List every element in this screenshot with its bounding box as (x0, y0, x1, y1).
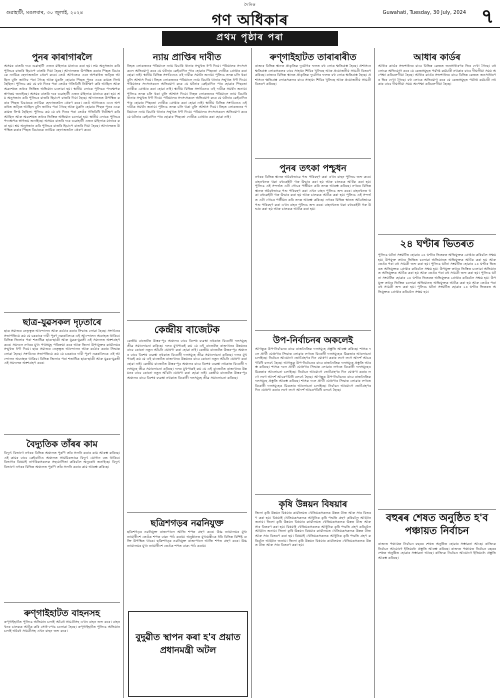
column-rule (123, 48, 124, 698)
article-body: ৰাজ্যৰ বিভিন্ন স্থানত প্ৰাকৃতিক দুৰ্যোগৰ ফলত বহু লোক ক্ষতিগ্ৰস্ত হৈছে। প্ৰশাসনে ক্ষতিগ্ৰস্ত লোকসকলৰ বাবে সাহায্য শিবিৰ খুলিছে আৰু প্ৰয়োজনীয় সামগ্ৰী বিতৰণ কৰিছে। ৰাজ্যৰ বিভিন্ন স্থানত প্ৰাকৃতিক দুৰ্যোগৰ ফলত বহু লোক ক্ষতিগ্ৰস্ত হৈছে। প্ৰশাসনে ক্ষতিগ্ৰস্ত লোকসকলৰ বাবে সাহায্য শিবিৰ খুলিছে আৰু প্ৰয়োজনীয় সামগ্ৰী বিতৰণ কৰিছে। (255, 64, 371, 87)
article-divider (4, 312, 120, 313)
masthead-center (180, 2, 320, 34)
masthead-right-date: Guwahati, Tuesday, 30 July, 2024 (382, 10, 466, 16)
section-banner: প্ৰথম পৃষ্ঠাৰ পৰা (162, 31, 338, 46)
article-body: আগন্তুক উপ-নিৰ্বাচনৰ বাবে ৰাজনৈতিক দলসমূহে প্ৰস্তুতি আৰম্ভ কৰিছে। শাসক দলে প্ৰাৰ্থী ঘোষণাৰ সিদ্ধান্ত লোৱাৰ লগতে বিৰোধী দলসমূহেও মিত্ৰতাৰ আলোচনা চলাইছে। নিৰ্বাচন আয়োগে ভোটগ্ৰহণৰ দিন ঘোষণা কৰাৰ লগে লগে আদৰ্শ আচৰণবিধি বলবৎ হৈছে। আগন্তুক উপ-নিৰ্বাচনৰ বাবে ৰাজনৈতিক দলসমূহে প্ৰস্তুতি আৰম্ভ কৰিছে। শাসক দলে প্ৰাৰ্থী ঘোষণাৰ সিদ্ধান্ত লোৱাৰ লগতে বিৰোধী দলসমূহেও মিত্ৰতাৰ আলোচনা চলাইছে। নিৰ্বাচন আয়োগে ভোটগ্ৰহণৰ দিন ঘোষণা কৰাৰ লগে লগে আদৰ্শ আচৰণবিধি বলবৎ হৈছে। আগন্তুক উপ-নিৰ্বাচনৰ বাবে ৰাজনৈতিক দলসমূহে প্ৰস্তুতি আৰম্ভ কৰিছে। শাসক দলে প্ৰাৰ্থী ঘোষণাৰ সিদ্ধান্ত লোৱাৰ লগতে বিৰোধী দলসমূহেও মিত্ৰতাৰ আলোচনা চলাইছে। নিৰ্বাচন আয়োগে ভোটগ্ৰহণৰ দিন ঘোষণা কৰাৰ লগে লগে আদৰ্শ আচৰণবিধি বলবৎ হৈছে। (255, 347, 371, 393)
article-headline: পুনৰ কাৰাগাৰলৈ (31, 53, 93, 63)
article-headline: আধাৰ কাৰ্ডৰ (413, 53, 461, 63)
article-divider (255, 330, 371, 331)
article-divider (127, 320, 247, 321)
page-number: ৭ (480, 4, 494, 28)
article-headline: ৰুণ্গাইহাটত তাৰাৰাৰীত (269, 53, 357, 63)
masthead-title: গণ অধিকাৰ (211, 11, 289, 29)
article-headline: কৃষি উন্নয়ন বিষয়াৰ (278, 500, 348, 510)
article-headline: পুনৰ তৎকা পশ্চুধন (279, 164, 347, 174)
article-headline: বৈদ্যুতিক তাঁৰৰ কাম (26, 440, 98, 450)
article-divider (378, 509, 496, 510)
article-divider (255, 158, 371, 159)
article-body: নিহত লোকজনৰ পৰিয়ালে ন্যায় বিচাৰি থানাৰ সন্মুখত ধৰ্ণা দিয়ে। পৰিয়ালৰ সদস্যসকলে অভিযোগ কৰে যে ঘটনাৰ কেইবাদিন পাৰ হোৱাৰ পিছতো দোষীক গ্ৰেপ্তাৰ কৰা হোৱা নাই। স্থানীয় বিভিন্ন সংগঠনেও এই দাবীক সমৰ্থন জনায়। পুলিচে তদন্ত চলি থকা বুলি আশ্বাস দিয়ে। নিহত লোকজনৰ পৰিয়ালে ন্যায় বিচাৰি থানাৰ সন্মুখত ধৰ্ণা দিয়ে। পৰিয়ালৰ সদস্যসকলে অভিযোগ কৰে যে ঘটনাৰ কেইবাদিন পাৰ হোৱাৰ পিছতো দোষীক গ্ৰেপ্তাৰ কৰা হোৱা নাই। স্থানীয় বিভিন্ন সংগঠনেও এই দাবীক সমৰ্থন জনায়। পুলিচে তদন্ত চলি থকা বুলি আশ্বাস দিয়ে। নিহত লোকজনৰ পৰিয়ালে ন্যায় বিচাৰি থানাৰ সন্মুখত ধৰ্ণা দিয়ে। পৰিয়ালৰ সদস্যসকলে অভিযোগ কৰে যে ঘটনাৰ কেইবাদিন পাৰ হোৱাৰ পিছতো দোষীক গ্ৰেপ্তাৰ কৰা হোৱা নাই। স্থানীয় বিভিন্ন সংগঠনেও এই দাবীক সমৰ্থন জনায়। পুলিচে তদন্ত চলি থকা বুলি আশ্বাস দিয়ে। নিহত লোকজনৰ পৰিয়ালে ন্যায় বিচাৰি থানাৰ সন্মুখত ধৰ্ণা দিয়ে। পৰিয়ালৰ সদস্যসকলে অভিযোগ কৰে যে ঘটনাৰ কেইবাদিন পাৰ হোৱাৰ পিছতো দোষীক গ্ৰেপ্তাৰ কৰা হোৱা নাই। (127, 64, 247, 119)
article-headline: উপ-নিৰ্বাচনৰ অকলেই (273, 336, 353, 346)
article-headline: ৰুণ্গাইহাটত বাহনসহ (24, 609, 100, 619)
article-divider (378, 234, 496, 235)
article-body: ৰাজ্যত পঞ্চায়ত নিৰ্বাচন বছৰৰ শেষত অনুষ্ঠিত হোৱাৰ সম্ভাৱনা আছে। ৰাজ্যিক নিৰ্বাচন আয়োগে ইতিমধ্যে প্ৰস্তুতি আৰম্ভ কৰিছে। ৰাজ্যত পঞ্চায়ত নিৰ্বাচন বছৰৰ শেষত অনুষ্ঠিত হোৱাৰ সম্ভাৱনা আছে। ৰাজ্যিক নিৰ্বাচন আয়োগে ইতিমধ্যে প্ৰস্তুতি আৰম্ভ কৰিছে। (378, 542, 496, 560)
article-divider (4, 602, 120, 603)
article-body: ৰুণ্গাইহাটত পুলিচে অভিযান চলাই অবৈধ সামগ্ৰীসহ এখন বাহন জব্দ কৰে। বাহনখনৰ চালকক আটক কৰি সোধ-পোচ চলোৱা হৈছে। ৰুণ্গাইহাটত পুলিচে অভিযান চলাই অবৈধ সামগ্ৰীসহ এখন বাহন জব্দ কৰে। (4, 620, 120, 634)
article-body: নগৰৰ বিভিন্ন স্থানত অবৈধভাৱে পশু পৰিবহণ কৰা এখন বাহন পুলিচে জব্দ কৰে। বাহনখনত থকা বহুকেইটা গৰু উদ্ধাৰ কৰা হয় আৰু চালকক আটক কৰা হয়। পুলিচে এই সন্দৰ্ভত এটা গোচৰ পঞ্জীয়ন কৰি তদন্ত আৰম্ভ কৰিছে। নগৰৰ বিভিন্ন স্থানত অবৈধভাৱে পশু পৰিবহণ কৰা এখন বাহন পুলিচে জব্দ কৰে। বাহনখনত থকা বহুকেইটা গৰু উদ্ধাৰ কৰা হয় আৰু চালকক আটক কৰা হয়। পুলিচে এই সন্দৰ্ভত এটা গোচৰ পঞ্জীয়ন কৰি তদন্ত আৰম্ভ কৰিছে। নগৰৰ বিভিন্ন স্থানত অবৈধভাৱে পশু পৰিবহণ কৰা এখন বাহন পুলিচে জব্দ কৰে। বাহনখনত থকা বহুকেইটা গৰু উদ্ধাৰ কৰা হয় আৰু চালকক আটক কৰা হয়। (255, 175, 371, 212)
article-divider (127, 512, 247, 513)
article-headline: কেন্দ্ৰীয় বাজেটক (154, 325, 220, 336)
article-body: বিদ্যুৎ বিভাগে নগৰৰ বিভিন্ন অঞ্চলত পুৰণি তাঁৰ সলনি কৰাৰ কাম আৰম্ভ কৰিছে। এই কামৰ বাবে কেইবাটাও অঞ্চলত সাময়িকভাৱে বিদ্যুৎ যোগান বন্ধ থাকিব। বিভাগৰ বিষয়াই নাগৰিকসকলক সহযোগিতা কৰিবলৈ অনুৰোধ জনাইছে। বিদ্যুৎ বিভাগে নগৰৰ বিভিন্ন অঞ্চলত পুৰণি তাঁৰ সলনি কৰাৰ কাম আৰম্ভ কৰিছে। (4, 451, 120, 469)
article-headline: বহুৰৰ শেষত অনুষ্ঠিত হ'ব পঞ্চায়ত নিৰ্বাচন (385, 513, 489, 537)
masthead-small-tag: দৈনিক (244, 2, 256, 7)
article-headline: ছাত্ৰ-যুৱসকল দৃঢ়তাৰে (22, 318, 102, 328)
article-body: ছত্ৰিশগড়ৰ নৱনিযুক্ত ৰাজ্যপালে আজি শপত গ্ৰহণ কৰে। উচ্চ ন্যায়ালয়ৰ মুখ্য ন্যায়াধীশে তেওঁক শপত বাক্য পাঠ কৰায়। অনুষ্ঠানত মুখ্যমন্ত্ৰীকে ধৰি বিভিন্ন বিশিষ্ট ব্যক্তি উপস্থিত থাকে। ছত্ৰিশগড়ৰ নৱনিযুক্ত ৰাজ্যপালে আজি শপত গ্ৰহণ কৰে। উচ্চ ন্যায়ালয়ৰ মুখ্য ন্যায়াধীশে তেওঁক শপত বাক্য পাঠ কৰায়। (127, 530, 247, 548)
article-divider (4, 434, 120, 435)
article-headline: বুদুৱীত স্থাপন কৰা হ'ব প্ৰয়াত প্ৰধানমন্ত্ৰী অটল (135, 633, 241, 656)
article-body: পুলিচে ঘটনা সংঘটিত হোৱাৰ ২৪ ঘণ্টাৰ ভিতৰত অভিযুক্তক গ্ৰেপ্তাৰ কৰিবলৈ সক্ষম হয়। উপযুক্ত তথ্যৰ ভিত্তিত চলোৱা অভিযানত অভিযুক্তক আটক কৰা হয় আৰু তেওঁৰ পৰা বহু সামগ্ৰী জব্দ কৰা হয়। পুলিচে ঘটনা সংঘটিত হোৱাৰ ২৪ ঘণ্টাৰ ভিতৰত অভিযুক্তক গ্ৰেপ্তাৰ কৰিবলৈ সক্ষম হয়। উপযুক্ত তথ্যৰ ভিত্তিত চলোৱা অভিযানত অভিযুক্তক আটক কৰা হয় আৰু তেওঁৰ পৰা বহু সামগ্ৰী জব্দ কৰা হয়। পুলিচে ঘটনা সংঘটিত হোৱাৰ ২৪ ঘণ্টাৰ ভিতৰত অভিযুক্তক গ্ৰেপ্তাৰ কৰিবলৈ সক্ষম হয়। উপযুক্ত তথ্যৰ ভিত্তিত চলোৱা অভিযানত অভিযুক্তক আটক কৰা হয় আৰু তেওঁৰ পৰা বহু সামগ্ৰী জব্দ কৰা হয়। পুলিচে ঘটনা সংঘটিত হোৱাৰ ২৪ ঘণ্টাৰ ভিতৰত অভিযুক্তক গ্ৰেপ্তাৰ কৰিবলৈ সক্ষম হয়। (378, 253, 496, 294)
article-divider (255, 494, 371, 495)
article-body: অসমৰ বাতৰি দৰে গুৱাহাটী এজন মহিলাক মানাৰে কৰা হয়। শ্ৰম অনুসন্ধান কৰি পুলিচৰ বাতৰি হিচাপে বাতৰি দিয়া হৈছে। আদালতত উপস্থিত কৰাৰ পিছত বিচাৰকে ন্যায়িক হেফাজতলৈ প্ৰেৰণ কৰে। তেওঁ আগতেও এনে অপৰাধত জড়িত আছিল বুলি জানিব পৰা গৈছে আৰু মুকলি হোৱাৰ পিছত পুনৰ একে কামত লিপ্ত হৈছিল। পুলিচে কয় যে বহু দিনৰ পৰা তেওঁৰ গতিবিধি নিৰীক্ষণ কৰি আছিল আৰু অৱশেষত তথ্যৰ ভিত্তিত অভিযান চলোৱা হয়। স্থানীয় লোকে পুলিচৰ পদক্ষেপক স্বাগতম জনাইছে। অসমৰ বাতৰি দৰে গুৱাহাটী এজন মহিলাক মানাৰে কৰা হয়। শ্ৰম অনুসন্ধান কৰি পুলিচৰ বাতৰি হিচাপে বাতৰি দিয়া হৈছে। আদালতত উপস্থিত কৰাৰ পিছত বিচাৰকে ন্যায়িক হেফাজতলৈ প্ৰেৰণ কৰে। তেওঁ আগতেও এনে অপৰাধত জড়িত আছিল বুলি জানিব পৰা গৈছে আৰু মুকলি হোৱাৰ পিছত পুনৰ একে কামত লিপ্ত হৈছিল। পুলিচে কয় যে বহু দিনৰ পৰা তেওঁৰ গতিবিধি নিৰীক্ষণ কৰি আছিল আৰু অৱশেষত তথ্যৰ ভিত্তিত অভিযান চলোৱা হয়। স্থানীয় লোকে পুলিচৰ পদক্ষেপক স্বাগতম জনাইছে। অসমৰ বাতৰি দৰে গুৱাহাটী এজন মহিলাক মানাৰে কৰা হয়। শ্ৰম অনুসন্ধান কৰি পুলিচৰ বাতৰি হিচাপে বাতৰি দিয়া হৈছে। আদালতত উপস্থিত কৰাৰ পিছত বিচাৰকে ন্যায়িক হেফাজতলৈ প্ৰেৰণ কৰে। (4, 64, 120, 133)
article-body: ছাত্ৰ সমাজৰ নেতৃত্বত আন্দোলন আৰু কঠোৰ কৰাৰ সিদ্ধান্ত লোৱা হৈছে। সংগঠনৰ সভাপতিয়ে কয় যে চৰকাৰে দাবী পূৰণ নকৰালৈকে এই আন্দোলন অব্যাহত থাকিব। বিভিন্ন জিলাৰ পৰা শতাধিক ছাত্ৰ-ছাত্ৰী আৰু যুৱক-যুৱতী এই সমদলত অংশগ্ৰহণ কৰে। সমদলে নগৰৰ মুখ্য পথসমূহ পৰিক্ৰমা কৰে আৰু জিলা উপায়ুক্তৰ কাৰ্যালয়ৰ সন্মুখত ধৰ্ণা দিয়ে। ছাত্ৰ সমাজৰ নেতৃত্বত আন্দোলন আৰু কঠোৰ কৰাৰ সিদ্ধান্ত লোৱা হৈছে। সংগঠনৰ সভাপতিয়ে কয় যে চৰকাৰে দাবী পূৰণ নকৰালৈকে এই আন্দোলন অব্যাহত থাকিব। বিভিন্ন জিলাৰ পৰা শতাধিক ছাত্ৰ-ছাত্ৰী আৰু যুৱক-যুৱতী এই সমদলত অংশগ্ৰহণ কৰে। (4, 329, 120, 366)
column-rule (251, 48, 252, 698)
article-headline: ছত্ৰিশগড়ৰ নৱনিযুক্ত (150, 519, 224, 529)
article-body: জিলা কৃষি উন্নয়ন বিষয়াৰ কাৰ্যালয়ত খেতিয়কসকলক উন্নত বীজ আৰু সাৰ বিতৰণ কৰা হয়। বিষয়াই খেতিয়কসকলক আধুনিক কৃষি পদ্ধতি গ্ৰহণ কৰিবলৈ আহ্বান জনায়। জিলা কৃষি উন্নয়ন বিষয়াৰ কাৰ্যালয়ত খেতিয়কসকলক উন্নত বীজ আৰু সাৰ বিতৰণ কৰা হয়। বিষয়াই খেতিয়কসকলক আধুনিক কৃষি পদ্ধতি গ্ৰহণ কৰিবলৈ আহ্বান জনায়। জিলা কৃষি উন্নয়ন বিষয়াৰ কাৰ্যালয়ত খেতিয়কসকলক উন্নত বীজ আৰু সাৰ বিতৰণ কৰা হয়। বিষয়াই খেতিয়কসকলক আধুনিক কৃষি পদ্ধতি গ্ৰহণ কৰিবলৈ আহ্বান জনায়। জিলা কৃষি উন্নয়ন বিষয়াৰ কাৰ্যালয়ত খেতিয়কসকলক উন্নত বীজ আৰু সাৰ বিতৰণ কৰা হয়। (255, 511, 371, 548)
article-headline: ন্যায় প্ৰাপ্তিৰ দাবীত (152, 53, 222, 63)
masthead (0, 0, 500, 28)
masthead-left-date: গুৱাহাটী, মঙলবাৰ, ৩০ জুলাই, ২০২৪ (6, 10, 84, 16)
article-body: কেন্দ্ৰীয় বাজেটত উত্তৰ-পূব অঞ্চলৰ বাবে বিশেষ ব্যৱস্থা নথকাত বিৰোধী দলসমূহে তীব্ৰ সমালোচনা কৰিছে। দলৰ মুখপাত্ৰই কয় যে এই বাজেটত ৰাজ্যখনৰ উন্নয়নৰ বাবে কোনো নতুন আঁচনি ঘোষণা কৰা হোৱা নাই। কেন্দ্ৰীয় বাজেটত উত্তৰ-পূব অঞ্চলৰ বাবে বিশেষ ব্যৱস্থা নথকাত বিৰোধী দলসমূহে তীব্ৰ সমালোচনা কৰিছে। দলৰ মুখপাত্ৰই কয় যে এই বাজেটত ৰাজ্যখনৰ উন্নয়নৰ বাবে কোনো নতুন আঁচনি ঘোষণা কৰা হোৱা নাই। কেন্দ্ৰীয় বাজেটত উত্তৰ-পূব অঞ্চলৰ বাবে বিশেষ ব্যৱস্থা নথকাত বিৰোধী দলসমূহে তীব্ৰ সমালোচনা কৰিছে। দলৰ মুখপাত্ৰই কয় যে এই বাজেটত ৰাজ্যখনৰ উন্নয়নৰ বাবে কোনো নতুন আঁচনি ঘোষণা কৰা হোৱা নাই। কেন্দ্ৰীয় বাজেটত উত্তৰ-পূব অঞ্চলৰ বাবে বিশেষ ব্যৱস্থা নথকাত বিৰোধী দলসমূহে তীব্ৰ সমালোচনা কৰিছে। (127, 339, 247, 380)
article-body: আধাৰ কাৰ্ডৰ সংশোধনৰ বাবে বিভিন্ন কেন্দ্ৰত জনসাধাৰণৰ ভিৰ দেখা গৈছে। বহু লোকে অভিযোগ কৰে যে কেন্দ্ৰসমূহত পৰ্যাপ্ত কৰ্মচাৰী নথকাৰ বাবে দীঘলীয়া সময় অপেক্ষা কৰিবলগীয়া হৈছে। আধাৰ কাৰ্ডৰ সংশোধনৰ বাবে বিভিন্ন কেন্দ্ৰত জনসাধাৰণৰ ভিৰ দেখা গৈছে। বহু লোকে অভিযোগ কৰে যে কেন্দ্ৰসমূহত পৰ্যাপ্ত কৰ্মচাৰী নথকাৰ বাবে দীঘলীয়া সময় অপেক্ষা কৰিবলগীয়া হৈছে। (378, 64, 496, 87)
article-boxed-atal (128, 611, 248, 697)
article-headline: ২৪ ঘণ্টাৰ ভিতৰত (400, 239, 474, 250)
column-rule (374, 48, 375, 698)
